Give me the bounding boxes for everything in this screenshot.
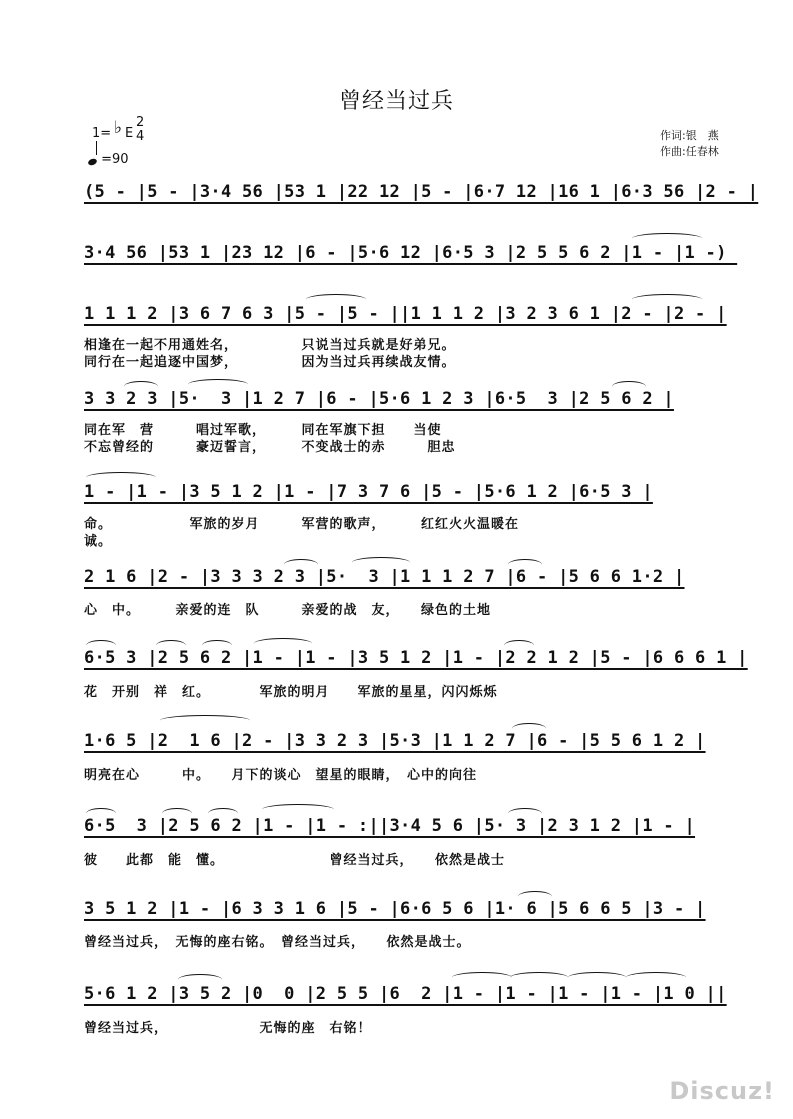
tie-arc: [632, 294, 702, 305]
slur-arc: [86, 640, 116, 651]
notation-line: 3·4 56 |53 1 |23 12 |6 - |5·6 12 |6·5 3 |2 5 5 6 2 |1 - |1 -): [84, 243, 738, 263]
lyric-line: 同在军 营 唱过军歌， 同在军旗下担 当使: [84, 423, 442, 438]
slur-arc: [284, 559, 318, 570]
slur-arc: [208, 808, 238, 819]
lyric-line: 同行在一起追逐中国梦， 因为当过兵再续战友情。: [84, 355, 456, 370]
tie-arc: [626, 972, 686, 983]
time-signature: [136, 116, 144, 144]
slur-arc: [188, 379, 248, 390]
lyricist: 作词:银 燕: [660, 129, 719, 142]
lyric-line: 诚。: [84, 534, 113, 549]
notation-line: 3 5 1 2 |1 - |6 3 3 1 6 |5 - |6·6 5 6 |1· 6 |5 6 6 5 |3 - |: [84, 899, 706, 919]
notation-line: 6·5 3 |2 5 6 2 |1 - |1 - |3 5 1 2 |1 - |2 2 1 2 |5 - |6 6 6 1 |: [84, 648, 748, 668]
key-label: 1=: [92, 126, 112, 141]
meter-top: 2: [136, 115, 145, 130]
key-signature: [92, 115, 145, 144]
tie-arc: [510, 972, 568, 983]
watermark: Discuz!: [669, 1077, 775, 1105]
slur-arc: [518, 891, 552, 902]
lyric-line: 曾经当过兵， 无悔的座 右铭！: [84, 1021, 372, 1036]
lyric-line: 花 开别 祥 红。 军旅的明月 军旅的星星，闪闪烁烁: [84, 685, 498, 700]
lyric-line: 彼 此都 能 懂。 曾经当过兵， 依然是战士: [84, 853, 506, 868]
notation-line: 6·5 3 |2 5 6 2 |1 - |1 - :||3·4 5 6 |5· 3 |2 3 1 2 |1 - |: [84, 816, 696, 836]
slur-arc: [160, 715, 250, 726]
quarter-note-icon: [87, 158, 98, 167]
tie-arc: [262, 804, 334, 815]
meter-bottom: 4: [136, 129, 145, 144]
slur-arc: [352, 557, 410, 568]
composer: 作曲:任春林: [660, 145, 719, 158]
slur-arc: [612, 381, 646, 392]
slur-arc: [86, 808, 116, 819]
slur-arc: [508, 559, 542, 570]
tie-arc: [452, 972, 512, 983]
notation-line: 1 1 1 2 |3 6 7 6 3 |5 - |5 - ||1 1 1 2 |3 2 3 6 1 |2 - |2 - |: [84, 304, 727, 324]
notation-line: (5 - |5 - |3·4 56 |53 1 |22 12 |5 - |6·7 12 |16 1 |6·3 56 |2 - |: [84, 182, 759, 202]
notation-line: 2 1 6 |2 - |3 3 3 2 3 |5· 3 |1 1 1 2 7 |6 - |5 6 6 1·2 |: [84, 567, 685, 587]
notation-line: 1 - |1 - |3 5 1 2 |1 - |7 3 7 6 |5 - |5·6 1 2 |6·5 3 |: [84, 482, 653, 502]
tie-arc: [306, 294, 366, 305]
slur-arc: [508, 808, 542, 819]
slur-arc: [124, 381, 158, 392]
tempo-value: =90: [101, 152, 129, 167]
slur-arc: [512, 723, 546, 734]
slur-arc: [156, 640, 186, 651]
lyric-line: 相逢在一起不用通姓名， 只说当过兵就是好弟兄。: [84, 338, 456, 353]
lyric-line: 心 中。 亲爱的连 队 亲爱的战 友， 绿色的土地: [84, 603, 492, 618]
music-system-1: [84, 182, 759, 222]
tie-arc: [86, 472, 156, 483]
lyric-line: 不忘曾经的 豪迈誓言， 不变战士的赤 胆忠: [84, 440, 456, 455]
slur-arc: [162, 808, 192, 819]
flat-sign: ♭: [114, 118, 123, 138]
lyric-line: 命。 军旅的岁月 军营的歌声， 红红火火温暖在: [84, 517, 520, 532]
slur-arc: [504, 640, 534, 651]
lyric-line: 曾经当过兵， 无悔的座右铭。 曾经当过兵， 依然是战士。: [84, 935, 471, 950]
tie-arc: [568, 972, 626, 983]
key-note: E: [125, 126, 134, 141]
slur-arc: [178, 974, 222, 985]
tie-arc: [254, 638, 312, 649]
slur-arc: [202, 640, 232, 651]
lyric-line: 明亮在心 中。 月下的谈心 望星的眼睛， 心中的向往: [84, 768, 478, 783]
credits: [660, 128, 719, 160]
note-stem: [96, 141, 97, 155]
song-title: 曾经当过兵: [338, 89, 454, 114]
tie-arc: [632, 233, 702, 244]
tempo-marking: [88, 152, 129, 167]
notation-line: 1·6 5 |2 1 6 |2 - |3 3 2 3 |5·3 |1 1 2 7 |6 - |5 5 6 1 2 |: [84, 731, 706, 751]
notation-line: 5·6 1 2 |3 5 2 |0 0 |2 5 5 |6 2 |1 - |1 - |1 - |1 - |1 0 ||: [84, 984, 727, 1004]
notation-line: 3 3 2 3 |5· 3 |1 2 7 |6 - |5·6 1 2 3 |6·5 3 |2 5 6 2 |: [84, 389, 674, 409]
music-system-2: [84, 243, 740, 283]
